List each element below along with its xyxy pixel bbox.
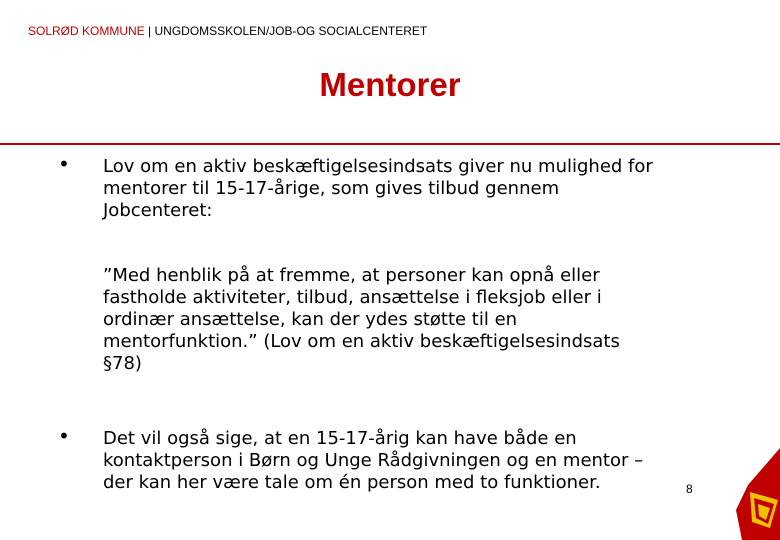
bullet-marker-1: • bbox=[58, 152, 70, 176]
quote-paragraph bbox=[103, 265, 743, 375]
text-line: Det vil også sige, at en 15-17-årig kan have både en bbox=[103, 428, 577, 449]
text-line: ”Med henblik på at fremme, at personer kan opnå eller bbox=[103, 265, 600, 286]
organization-name: SOLRØD KOMMUNE bbox=[28, 24, 145, 38]
page-number: 8 bbox=[686, 482, 693, 496]
text-line: ordinær ansættelse, kan der ydes støtte til en bbox=[103, 309, 518, 330]
bullet-marker-2: • bbox=[58, 424, 70, 448]
text-line: der kan her være tale om én person med to funktioner. bbox=[103, 472, 601, 493]
text-line: fastholde aktiviteter, tilbud, ansættelse i fleksjob eller i bbox=[103, 287, 602, 308]
text-line: Jobcenteret: bbox=[103, 200, 213, 221]
slide-title: Mentorer bbox=[319, 66, 461, 103]
text-line: Lov om en aktiv beskæftigelsesindsats giver nu mulighed for bbox=[103, 156, 653, 177]
bullet-paragraph-1 bbox=[103, 156, 743, 222]
municipality-logo-icon bbox=[728, 440, 780, 540]
text-line: mentorfunktion.” (Lov om en aktiv beskæftigelsesindsats bbox=[103, 331, 620, 352]
title-divider bbox=[0, 143, 780, 145]
department-name: UNGDOMSSKOLEN/JOB-OG SOCIALCENTERET bbox=[154, 24, 428, 38]
header-separator: | bbox=[144, 24, 155, 38]
text-line: mentorer til 15-17-årige, som gives tilbud gennem bbox=[103, 178, 560, 199]
text-line: §78) bbox=[103, 353, 142, 374]
bullet-paragraph-2 bbox=[103, 428, 743, 494]
text-line: kontaktperson i Børn og Unge Rådgivningen og en mentor – bbox=[103, 450, 644, 471]
slide-header bbox=[28, 24, 427, 38]
